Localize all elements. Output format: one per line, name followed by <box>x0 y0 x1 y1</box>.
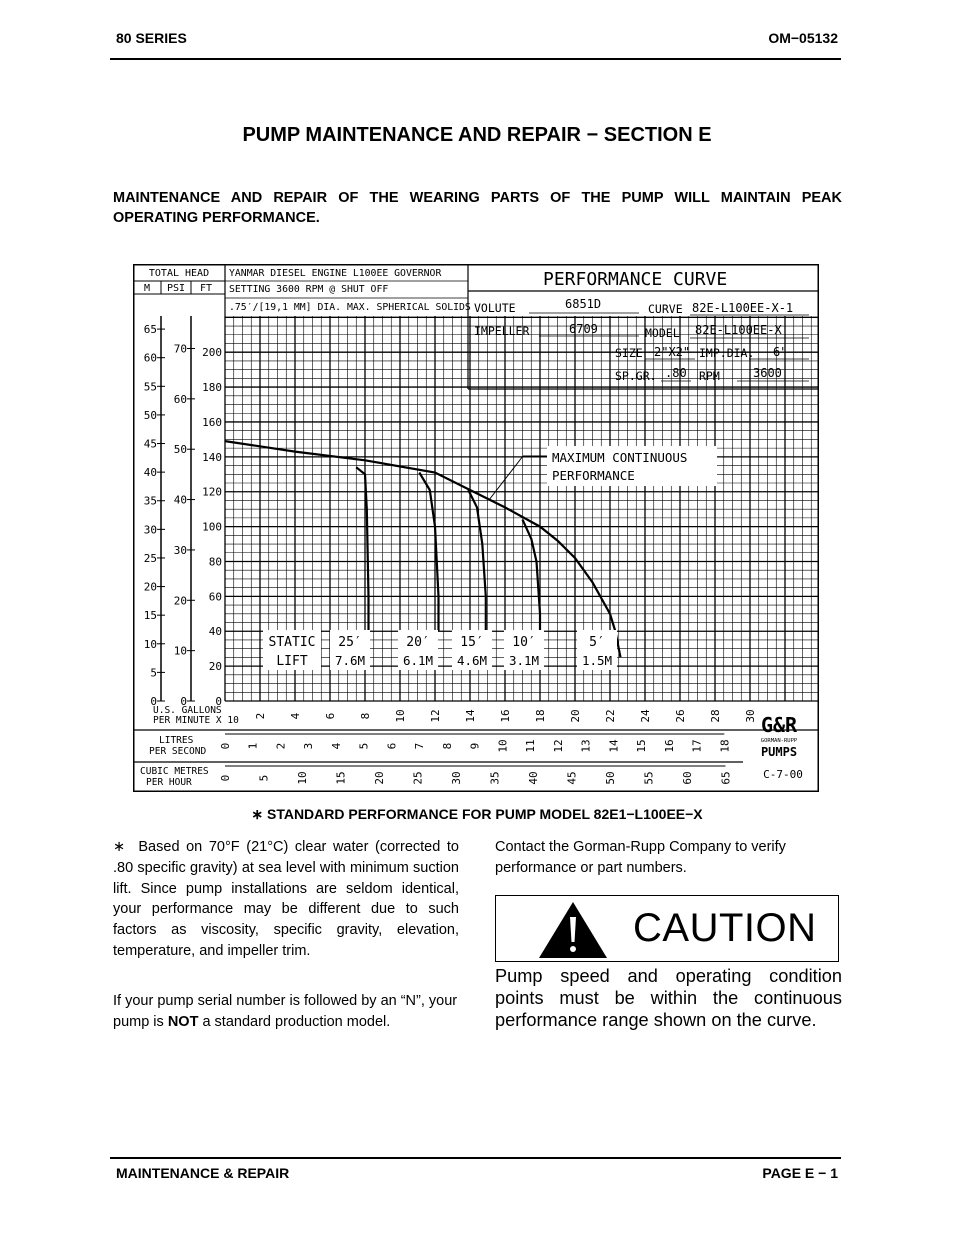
serial-note-end: a standard production model. <box>198 1013 391 1030</box>
chart-title: PERFORMANCE CURVE <box>543 269 728 290</box>
lps-tick-label: 6 <box>385 742 399 750</box>
static-lift-curve <box>468 490 486 631</box>
lps-tick-label: 8 <box>440 742 454 750</box>
spgr-value: .80 <box>665 366 687 380</box>
psi-tick-label: 50 <box>173 443 187 457</box>
m-tick-label: 15 <box>143 609 157 623</box>
leader-line <box>489 456 523 500</box>
cmh-tick-label: 5 <box>257 774 271 782</box>
lps-tick-label: 2 <box>274 742 288 750</box>
gpm-tick-label: 10 <box>394 709 407 723</box>
gpm-tick-label: 2 <box>254 712 267 720</box>
psi-tick-label: 10 <box>173 644 187 658</box>
head-header: TOTAL HEAD <box>148 268 210 279</box>
caution-text: Pump speed and operating condition points must be within the continuous performance range shown on the curve. <box>495 966 842 1030</box>
serial-note-emphasis: NOT <box>167 1013 199 1030</box>
engine-note-line: SETTING 3600 RPM @ SHUT OFF <box>229 284 389 295</box>
m-tick-label: 55 <box>143 380 157 394</box>
lps-axis-label: LITRES <box>159 735 194 746</box>
ft-tick-label: 80 <box>208 555 222 569</box>
cmh-tick-label: 45 <box>565 771 579 785</box>
col-m-label: M <box>143 283 151 294</box>
m-tick-label: 65 <box>143 323 157 337</box>
rpm-label: RPM <box>699 369 720 383</box>
footer-section: MAINTENANCE & REPAIR <box>116 1165 290 1181</box>
chart-caption: ∗ STANDARD PERFORMANCE FOR PUMP MODEL 82E1−L100EE−X <box>251 806 703 822</box>
psi-tick-label: 20 <box>173 594 187 608</box>
lps-tick-label: 16 <box>662 739 676 753</box>
ft-tick-label: 160 <box>202 415 222 429</box>
gpm-tick-label: 28 <box>709 709 722 723</box>
spgr-label: SP.GR. <box>615 369 657 383</box>
ft-tick-label: 120 <box>202 485 222 499</box>
gpm-tick-label: 16 <box>499 709 512 723</box>
gpm-tick-label: 4 <box>289 712 302 720</box>
m-tick-label: 30 <box>143 523 157 537</box>
intro-paragraph: MAINTENANCE AND REPAIR OF THE WEARING PARTS OF THE PUMP WILL MAINTAIN PEAK OPERATING PERFORMANCE. <box>113 190 842 226</box>
ft-tick-label: 140 <box>202 450 222 464</box>
cmh-axis-label: CUBIC METRES <box>140 766 209 777</box>
gpm-tick-label: 18 <box>534 709 547 723</box>
gpm-axis-label: U.S. GALLONS <box>153 705 222 716</box>
lift-label-ft: 10′ <box>512 635 536 650</box>
cmh-tick-label: 35 <box>488 771 502 785</box>
cmh-tick-label: 30 <box>450 771 463 785</box>
document-number: OM−05132 <box>768 30 838 46</box>
lps-tick-label: 11 <box>524 739 538 753</box>
lift-label-ft: 25′ <box>338 635 362 650</box>
impeller-label: IMPELLER <box>474 324 530 338</box>
m-tick-label: 20 <box>143 580 157 594</box>
page-header <box>113 30 841 50</box>
volute-label: VOLUTE <box>474 301 516 315</box>
basis-note-text: Based on 70°F (21°C) clear water (corrected to .80 specific gravity) at sea level with minimum suction lift. Since pump installations are seldom identical, your performance may be different due to such factors as viscosity, specific gravity, elevation, temperature, and impeller trim. <box>113 839 459 959</box>
ft-tick-label: 40 <box>208 625 222 639</box>
gpm-tick-label: 6 <box>324 712 337 720</box>
left-column <box>113 837 459 1032</box>
psi-tick-label: 0 <box>180 695 187 708</box>
m-tick-label: 40 <box>143 466 157 480</box>
cmh-tick-label: 0 <box>219 774 232 782</box>
lps-axis-label-2: PER SECOND <box>149 746 207 757</box>
lift-label-m: 6.1M <box>402 653 434 668</box>
col-psi-label: PSI <box>166 283 186 294</box>
gr-logo-word: PUMPS <box>760 745 798 759</box>
gpm-tick-label: 12 <box>429 709 442 723</box>
model-value: 82E-L100EE-X <box>695 323 782 337</box>
ft-tick-label: 60 <box>208 590 222 604</box>
lift-label-ft: 20′ <box>406 635 430 650</box>
ft-tick-label: 100 <box>202 520 222 534</box>
caution-box <box>495 895 839 962</box>
cmh-tick-label: 50 <box>604 771 617 785</box>
footer-rule <box>110 1157 841 1159</box>
ft-tick-label: 200 <box>202 346 222 360</box>
impdia-value: 6" <box>773 345 788 359</box>
lift-label-m: 3.1M <box>508 653 540 668</box>
lift-label-ft: 5′ <box>589 635 605 650</box>
ft-tick-label: 180 <box>202 381 222 395</box>
lps-tick-label: 18 <box>718 739 732 753</box>
cmh-tick-label: 25 <box>411 771 425 785</box>
m-tick-label: 10 <box>143 637 157 651</box>
lps-tick-label: 15 <box>635 739 649 753</box>
lps-tick-label: 13 <box>579 739 593 753</box>
lift-label-m: 4.6M <box>456 653 488 668</box>
m-tick-label: 60 <box>143 351 157 365</box>
m-tick-label: 35 <box>143 494 157 508</box>
serial-note <box>113 991 459 1033</box>
volute-value: 6851D <box>565 297 602 311</box>
cmh-tick-label: 15 <box>334 771 348 785</box>
lps-tick-label: 3 <box>302 742 316 750</box>
lift-label-m: 7.6M <box>334 653 366 668</box>
cmh-tick-label: 20 <box>373 771 386 785</box>
rpm-value: 3600 <box>753 366 782 380</box>
lps-tick-label: 0 <box>219 742 232 750</box>
psi-tick-label: 30 <box>173 543 187 557</box>
cmh-tick-label: 10 <box>296 771 309 785</box>
model-label: MODEL <box>645 326 680 340</box>
lps-tick-label: 4 <box>329 742 343 750</box>
asterisk-mark: ∗ <box>113 839 126 855</box>
impeller-value: 6709 <box>569 322 598 336</box>
col-ft-label: FT <box>199 283 213 294</box>
lps-tick-label: 5 <box>357 742 371 750</box>
serial-note-text: If your pump serial number is followed by an “N”, your pump is <box>113 992 458 1030</box>
psi-tick-label: 40 <box>173 493 187 507</box>
size-label: SIZE <box>615 346 643 360</box>
gr-logo-sub: GORMAN-RUPP <box>760 738 798 744</box>
static-lift-label-2: LIFT <box>276 654 308 669</box>
gpm-tick-label: 22 <box>604 709 617 723</box>
gpm-tick-label: 8 <box>359 712 372 720</box>
contact-note: Contact the Gorman-Rupp Company to verify performance or part numbers. <box>495 839 786 876</box>
caution-heading: CAUTION <box>633 906 817 950</box>
m-tick-label: 25 <box>143 551 157 565</box>
ft-tick-label: 20 <box>208 660 222 674</box>
figure-code: C-7-00 <box>763 768 803 781</box>
cmh-tick-label: 65 <box>719 771 733 785</box>
lps-tick-label: 12 <box>551 739 565 753</box>
lps-tick-label: 14 <box>607 739 621 753</box>
lift-label-ft: 15′ <box>460 635 484 650</box>
gpm-tick-label: 24 <box>639 709 652 723</box>
engine-note-line: YANMAR DIESEL ENGINE L100EE GOVERNOR <box>229 268 442 279</box>
gpm-tick-label: 14 <box>464 709 477 723</box>
lps-tick-label: 10 <box>496 739 510 753</box>
cmh-tick-label: 60 <box>681 771 694 785</box>
lps-tick-label: 17 <box>690 739 704 753</box>
max-continuous-label: MAXIMUM CONTINUOUS <box>552 450 688 465</box>
max-continuous-label-2: PERFORMANCE <box>552 468 635 483</box>
header-rule <box>110 58 841 60</box>
m-tick-label: 50 <box>143 408 157 422</box>
psi-tick-label: 70 <box>173 342 187 356</box>
cmh-tick-label: 40 <box>527 771 540 785</box>
gpm-tick-label: 30 <box>744 709 757 723</box>
lift-label-m: 1.5M <box>581 653 613 668</box>
warning-triangle-icon <box>537 900 609 960</box>
performance-curve-chart <box>133 264 819 792</box>
m-tick-label: 45 <box>143 437 157 451</box>
cmh-tick-label: 55 <box>642 771 656 785</box>
gpm-axis-label-2: PER MINUTE X 10 <box>153 715 239 726</box>
lps-tick-label: 1 <box>246 742 260 750</box>
cmh-axis-label-2: PER HOUR <box>146 777 192 788</box>
gpm-tick-label: 26 <box>674 709 687 723</box>
size-value: 2"X2" <box>654 345 691 359</box>
gpm-tick-label: 20 <box>569 709 582 723</box>
lps-tick-label: 9 <box>468 742 482 750</box>
engine-note-line: .75′/[19,1 MM] DIA. MAX. SPHERICAL SOLIDS <box>229 302 471 313</box>
psi-tick-label: 60 <box>173 392 187 406</box>
gr-logo: G&R <box>760 713 798 737</box>
ft-tick-label: 0 <box>215 695 222 708</box>
series-label: 80 SERIES <box>116 30 187 46</box>
basis-note <box>113 837 459 962</box>
page-number: PAGE E − 1 <box>762 1165 838 1181</box>
m-tick-label: 0 <box>150 695 157 708</box>
right-column <box>495 837 842 879</box>
curve-value: 82E-L100EE-X-1 <box>692 301 794 315</box>
static-lift-label: STATIC <box>268 635 316 650</box>
section-title: PUMP MAINTENANCE AND REPAIR − SECTION E <box>242 124 712 146</box>
m-tick-label: 5 <box>150 666 157 680</box>
curve-label: CURVE <box>648 302 683 316</box>
lps-tick-label: 7 <box>413 742 427 750</box>
impdia-label: IMP.DIA. <box>699 346 755 360</box>
